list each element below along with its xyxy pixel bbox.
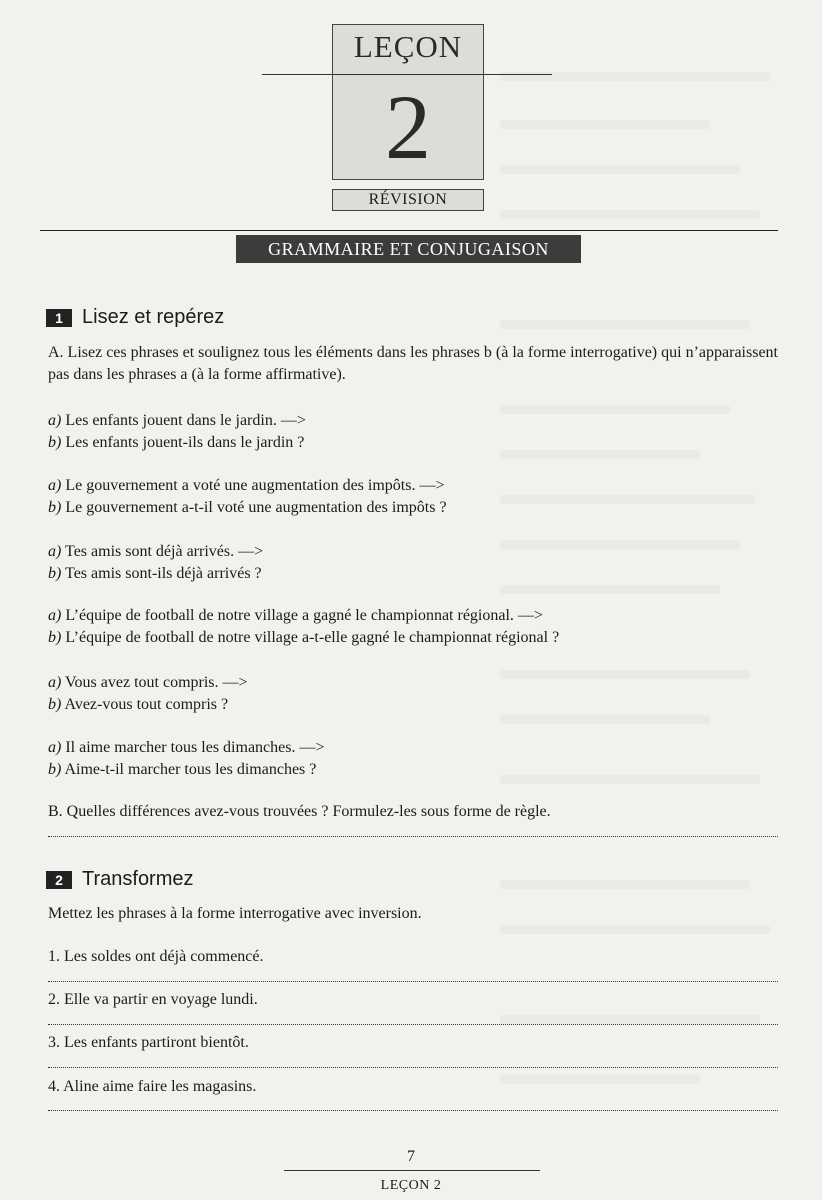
sentence-text: Aime-t-il marcher tous les dimanches ?: [64, 761, 317, 778]
sentence-b-2: [48, 497, 447, 519]
question-b: B. Quelles différences avez-vous trouvées ? Formulez-les sous forme de règle.: [48, 803, 551, 820]
label-b: b): [48, 696, 62, 713]
answer-line-3[interactable]: [48, 1067, 778, 1068]
section-1-number: 1: [46, 309, 72, 327]
section-divider: [40, 230, 778, 231]
section-2-heading: [46, 868, 194, 891]
lesson-number: 2: [385, 76, 431, 178]
revision-label: RÉVISION: [332, 189, 484, 211]
footer-lesson-label: LEÇON 2: [380, 1178, 442, 1193]
lesson-header-box: [332, 24, 484, 180]
label-a: a): [48, 543, 62, 560]
sentence-a-5: [48, 672, 248, 694]
label-b: b): [48, 434, 62, 451]
section-1-instruction: A. Lisez ces phrases et soulignez tous les éléments dans les phrases b (à la forme interrogative) qui n’apparaissent pas dans les phrases a (à la forme affirmative).: [48, 344, 778, 383]
footer-divider: [284, 1170, 540, 1171]
section-2-instruction: Mettez les phrases à la forme interrogative avec inversion.: [48, 905, 422, 922]
sentence-b-6: [48, 759, 316, 781]
sentence-text: Il aime marcher tous les dimanches. —>: [65, 739, 325, 756]
label-a: a): [48, 739, 62, 756]
sentence-a-1: [48, 410, 306, 432]
label-b: b): [48, 565, 62, 582]
sentence-b-5: [48, 694, 228, 716]
sentence-text: Le gouvernement a voté une augmentation des impôts. —>: [65, 477, 445, 494]
label-a: a): [48, 477, 62, 494]
label-a: a): [48, 674, 62, 691]
sentence-text: L’équipe de football de notre village a gagné le championnat régional. —>: [65, 607, 543, 624]
sentence-b-3: [48, 563, 262, 585]
sentence-text: L’équipe de football de notre village a-t-elle gagné le championnat régional ?: [65, 629, 560, 646]
label-a: a): [48, 412, 62, 429]
sentence-a-3: [48, 541, 263, 563]
grammar-banner: GRAMMAIRE ET CONJUGAISON: [236, 235, 581, 263]
sentence-a-2: [48, 475, 444, 497]
label-b: b): [48, 499, 62, 516]
label-b: b): [48, 761, 62, 778]
section-1-title: Lisez et repérez: [82, 306, 225, 328]
section-2-title: Transformez: [82, 868, 194, 890]
sentence-a-4: [48, 605, 543, 627]
answer-line-2[interactable]: [48, 1024, 778, 1025]
sentence-text: Le gouvernement a-t-il voté une augmentation des impôts ?: [65, 499, 447, 516]
answer-line-4[interactable]: [48, 1110, 778, 1111]
answer-line-1[interactable]: [48, 981, 778, 982]
sentence-text: Avez-vous tout compris ?: [64, 696, 229, 713]
sentence-text: Tes amis sont déjà arrivés. —>: [65, 543, 264, 560]
sentence-b-1: [48, 432, 304, 454]
exercise-item-4: 4. Aline aime faire les magasins.: [48, 1078, 257, 1095]
answer-line-rule[interactable]: [48, 836, 778, 837]
exercise-item-1: 1. Les soldes ont déjà commencé.: [48, 948, 264, 965]
sentence-text: Vous avez tout compris. —>: [65, 674, 248, 691]
label-a: a): [48, 607, 62, 624]
sentence-text: Les enfants jouent-ils dans le jardin ?: [65, 434, 305, 451]
lesson-word: LEÇON: [353, 29, 463, 64]
section-2-number: 2: [46, 871, 72, 889]
sentence-text: Tes amis sont-ils déjà arrivés ?: [65, 565, 262, 582]
page-number: 7: [407, 1148, 415, 1165]
exercise-item-3: 3. Les enfants partiront bientôt.: [48, 1034, 249, 1051]
sentence-a-6: [48, 737, 325, 759]
label-b: b): [48, 629, 62, 646]
exercise-item-2: 2. Elle va partir en voyage lundi.: [48, 991, 258, 1008]
header-divider: [262, 74, 552, 75]
section-1-heading: [46, 306, 224, 329]
sentence-b-4: [48, 627, 559, 649]
sentence-text: Les enfants jouent dans le jardin. —>: [65, 412, 306, 429]
